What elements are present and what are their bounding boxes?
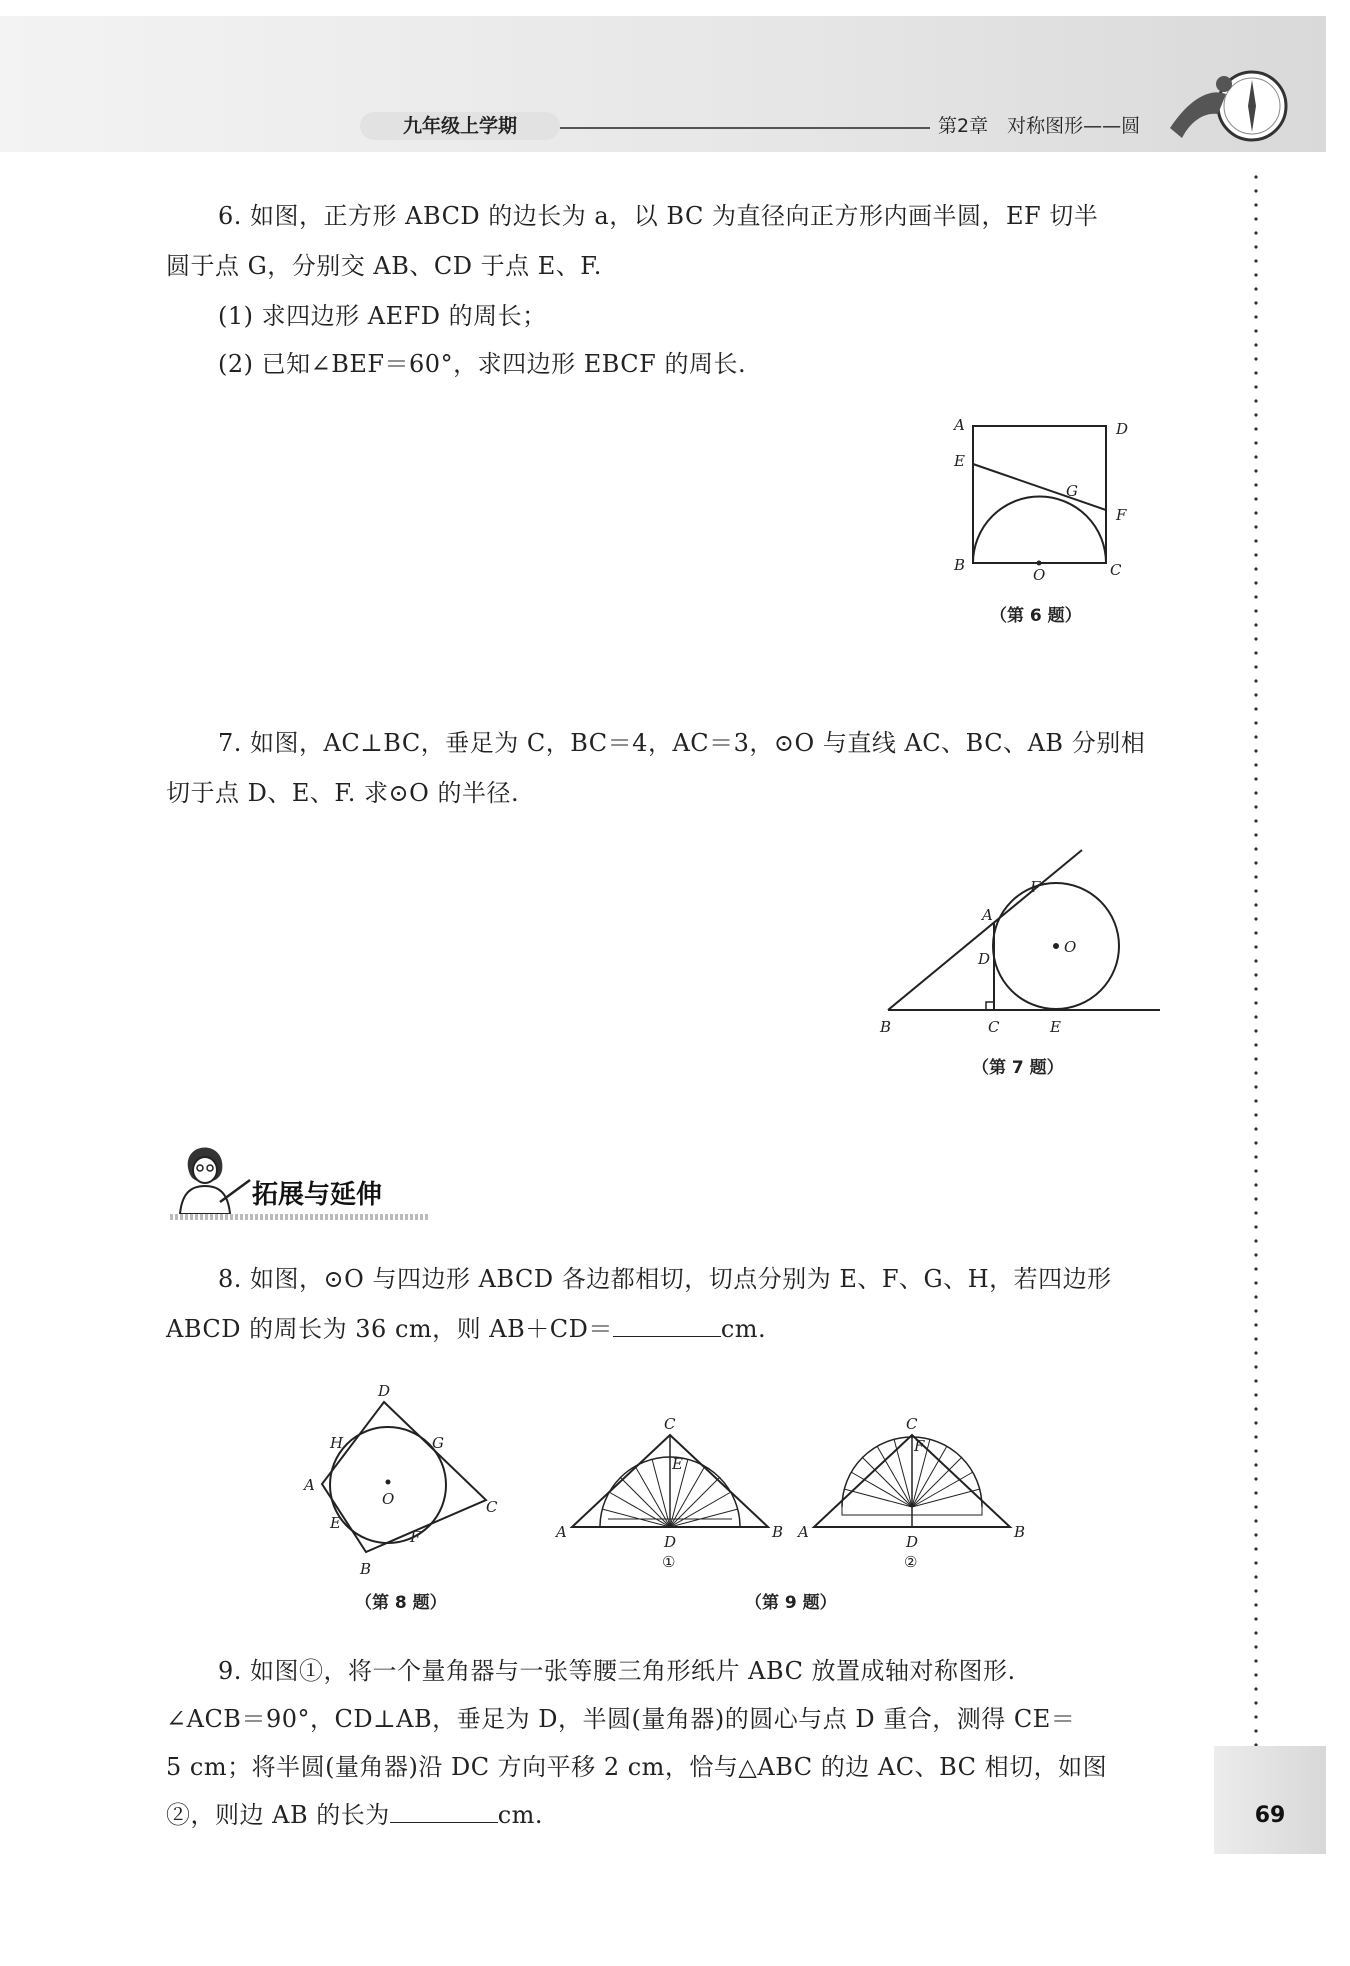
section-title: 拓展与延伸 (252, 1180, 383, 1210)
label-c: C (1110, 561, 1122, 579)
problem6-question2: (2) 已知∠BEF＝60°，求四边形 EBCF 的周长. (218, 350, 747, 378)
label-a: A (304, 1476, 315, 1494)
running-figure-compass-logo (1160, 58, 1290, 158)
problem8-line2-unit: cm. (720, 1315, 767, 1343)
problem6-question1: (1) 求四边形 AEFD 的周长； (218, 302, 547, 330)
label-d: D (978, 950, 991, 968)
label-b: B (954, 556, 966, 574)
label-a: A (982, 906, 993, 924)
label-c: C (988, 1018, 1000, 1036)
figure9-mark-1: ① (662, 1553, 676, 1571)
answer-blank-8 (613, 1314, 721, 1337)
label-b-1: B (772, 1523, 784, 1541)
problem7-line2: 切于点 D、E、F. 求⊙O 的半径. (166, 779, 520, 807)
label-d: D (378, 1382, 391, 1400)
page-number: 69 (1214, 1746, 1326, 1854)
label-o: O (1033, 566, 1046, 584)
label-f: F (410, 1528, 421, 1546)
label-d: D (1116, 420, 1129, 438)
problem8-line2-text: ABCD 的周长为 36 cm，则 AB＋CD＝ (166, 1315, 613, 1343)
problem9-line4-unit: cm. (497, 1801, 544, 1829)
label-e: E (1050, 1018, 1061, 1036)
header-rule (560, 127, 930, 129)
figure8-caption: （第 8 题） (355, 1593, 447, 1613)
label-e: E (330, 1514, 341, 1532)
problem8-line2 (166, 1314, 766, 1344)
square-abcd (973, 426, 1106, 563)
label-b: B (360, 1560, 372, 1578)
semicircle (973, 497, 1106, 564)
label-d-2: D (906, 1533, 919, 1551)
tangent-ef (973, 464, 1106, 510)
label-f: F (1116, 506, 1127, 524)
figure7-triangle-circle (870, 840, 1170, 1040)
problem9-line4 (166, 1800, 543, 1830)
problem9-line3: 5 cm；将半圆(量角器)沿 DC 方向平移 2 cm，恰与△ABC 的边 AC、BC 相切，如图 (166, 1753, 1108, 1781)
figure9-caption: （第 9 题） (745, 1593, 837, 1613)
circle-o (330, 1427, 446, 1543)
problem9-line2: ∠ACB＝90°，CD⊥AB，垂足为 D，半圆(量角器)的圆心与点 D 重合，测得 CE＝ (166, 1705, 1076, 1733)
label-b-2: B (1014, 1523, 1026, 1541)
center-point-o (1037, 561, 1042, 566)
figure6-square-semicircle (940, 410, 1130, 590)
quadrilateral-abcd (322, 1402, 486, 1552)
problem9-line4-text: ②，则边 AB 的长为 (166, 1801, 390, 1829)
label-c-2: C (906, 1415, 918, 1433)
figure8-tangential-quadrilateral (300, 1380, 510, 1580)
margin-dotted-line (1254, 170, 1258, 1750)
center-point-o (386, 1480, 391, 1485)
label-a-1: A (556, 1523, 567, 1541)
figure9-mark-2: ② (904, 1553, 918, 1571)
figure9-protractor-triangle-1 (548, 1405, 788, 1575)
center-point-o (1053, 943, 1059, 949)
problem7-line1: 7. 如图，AC⊥BC，垂足为 C，BC＝4，AC＝3，⊙O 与直线 AC、BC、AB 分别相 (218, 729, 1146, 757)
label-g: G (432, 1434, 444, 1452)
label-o: O (382, 1490, 395, 1508)
teacher-with-pointer-icon (166, 1138, 252, 1218)
label-e: E (954, 452, 965, 470)
right-angle-mark (986, 1002, 994, 1010)
label-a: A (954, 416, 965, 434)
label-e-1: E (672, 1455, 683, 1473)
line-ab (888, 850, 1082, 1010)
label-b: B (880, 1018, 892, 1036)
figure6-caption: （第 6 题） (990, 606, 1082, 626)
label-c: C (486, 1498, 498, 1516)
protractor-ticks-1 (600, 1459, 738, 1527)
figure9-protractor-triangle-2 (790, 1405, 1030, 1575)
label-f-2: F (914, 1437, 925, 1455)
label-f: F (1030, 878, 1041, 896)
label-a-2: A (798, 1523, 809, 1541)
label-d-1: D (664, 1533, 677, 1551)
label-h: H (330, 1434, 344, 1452)
problem8-line1: 8. 如图，⊙O 与四边形 ABCD 各边都相切，切点分别为 E、F、G、H，若四边形 (218, 1265, 1112, 1293)
section-underline (170, 1214, 428, 1220)
label-g: G (1066, 482, 1078, 500)
problem6-line2: 圆于点 G，分别交 AB、CD 于点 E、F. (166, 252, 602, 280)
label-c-1: C (664, 1415, 676, 1433)
header-grade-label: 九年级上学期 (360, 112, 560, 140)
label-o: O (1064, 938, 1077, 956)
figure7-caption: （第 7 题） (972, 1058, 1064, 1078)
problem9-line1: 9. 如图①，将一个量角器与一张等腰三角形纸片 ABC 放置成轴对称图形. (218, 1657, 1016, 1685)
header-chapter-label: 第2章 对称图形——圆 (938, 115, 1141, 137)
answer-blank-9 (390, 1800, 498, 1823)
problem6-line1: 6. 如图，正方形 ABCD 的边长为 a，以 BC 为直径向正方形内画半圆，EF 切半 (218, 202, 1099, 230)
